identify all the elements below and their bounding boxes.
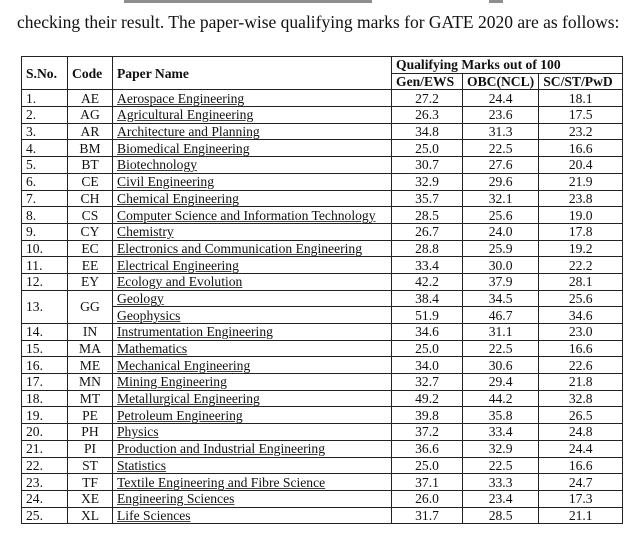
cell-paper-name	[113, 424, 392, 441]
cell-gen-ews: 33.4	[392, 257, 463, 274]
cell-sno: 18.	[22, 390, 68, 407]
cell-sc-st-pwd: 26.5	[539, 407, 623, 424]
cell-sc-st-pwd: 24.7	[539, 474, 623, 491]
cell-code: EC	[68, 240, 113, 257]
cell-gen-ews: 32.9	[392, 173, 463, 190]
paper-name-text: Production and Industrial Engineering	[117, 441, 326, 457]
cell-gen-ews: 25.0	[392, 340, 463, 357]
cell-paper-name	[113, 90, 392, 107]
paper-name-text: Biomedical Engineering	[117, 140, 250, 156]
cell-sno: 8.	[22, 207, 68, 224]
cell-paper-name	[113, 123, 392, 140]
cell-sno: 7.	[22, 190, 68, 207]
cell-code: CS	[68, 207, 113, 224]
cell-code: GG	[68, 290, 113, 323]
cell-code: CH	[68, 190, 113, 207]
cell-sc-st-pwd: 22.2	[539, 257, 623, 274]
cell-paper-name	[113, 474, 392, 491]
table-row	[22, 123, 623, 140]
cell-obc-ncl: 46.7	[463, 307, 539, 324]
cell-paper-name	[113, 107, 392, 124]
cell-obc-ncl: 29.4	[463, 374, 539, 391]
cell-paper-name	[113, 374, 392, 391]
cell-code: MN	[68, 374, 113, 391]
cell-gen-ews: 32.7	[392, 374, 463, 391]
cell-sno: 24.	[22, 490, 68, 507]
cell-sno: 11.	[22, 257, 68, 274]
cell-gen-ews: 25.0	[392, 457, 463, 474]
cell-sno: 23.	[22, 474, 68, 491]
paper-name-text: Ecology and Evolution	[117, 274, 243, 290]
cell-code: PE	[68, 407, 113, 424]
table-row	[22, 307, 623, 324]
table-body	[22, 90, 623, 524]
cell-paper-name	[113, 223, 392, 240]
cell-gen-ews: 25.0	[392, 140, 463, 157]
paper-name-text: Physics	[117, 424, 159, 440]
paper-name-text: Computer Science and Information Technology	[117, 207, 376, 223]
table-row	[22, 340, 623, 357]
cell-paper-name	[113, 173, 392, 190]
cell-paper-name	[113, 440, 392, 457]
paper-name-text: Mining Engineering	[117, 374, 227, 390]
cell-code: AE	[68, 90, 113, 107]
cell-code: CY	[68, 223, 113, 240]
cell-gen-ews: 34.0	[392, 357, 463, 374]
cell-sno: 17.	[22, 374, 68, 391]
table-row	[22, 290, 623, 307]
cell-obc-ncl: 22.5	[463, 457, 539, 474]
cell-obc-ncl: 25.9	[463, 240, 539, 257]
cell-gen-ews: 39.8	[392, 407, 463, 424]
cell-obc-ncl: 34.5	[463, 290, 539, 307]
cell-sno: 21.	[22, 440, 68, 457]
cell-code: ST	[68, 457, 113, 474]
paper-name-text: Chemical Engineering	[117, 190, 239, 206]
cell-obc-ncl: 32.9	[463, 440, 539, 457]
cell-paper-name	[113, 307, 392, 324]
header-qualifying-marks: Qualifying Marks out of 100	[392, 57, 623, 74]
cell-code: XE	[68, 490, 113, 507]
cell-code: PH	[68, 424, 113, 441]
paper-name-text: Chemistry	[117, 224, 174, 240]
cell-paper-name	[113, 290, 392, 307]
cell-gen-ews: 38.4	[392, 290, 463, 307]
table-row	[22, 257, 623, 274]
cell-sc-st-pwd: 21.8	[539, 374, 623, 391]
header-code: Code	[68, 57, 113, 90]
paper-name-text: Instrumentation Engineering	[117, 324, 273, 340]
cell-paper-name	[113, 407, 392, 424]
cell-obc-ncl: 24.4	[463, 90, 539, 107]
table-row	[22, 107, 623, 124]
cell-obc-ncl: 22.5	[463, 140, 539, 157]
cell-sc-st-pwd: 25.6	[539, 290, 623, 307]
cell-obc-ncl: 33.4	[463, 424, 539, 441]
intro-paragraph: checking their result. The paper-wise qualifying marks for GATE 2020 are as follows:	[17, 12, 620, 32]
cell-gen-ews: 49.2	[392, 390, 463, 407]
paper-name-text: Petroleum Engineering	[117, 407, 243, 423]
table-row	[22, 357, 623, 374]
cell-sno: 6.	[22, 173, 68, 190]
table-row	[22, 273, 623, 290]
cell-gen-ews: 26.3	[392, 107, 463, 124]
cell-sno: 12.	[22, 273, 68, 290]
table-row	[22, 90, 623, 107]
table-row	[22, 324, 623, 341]
cell-sc-st-pwd: 18.1	[539, 90, 623, 107]
cell-sc-st-pwd: 16.6	[539, 140, 623, 157]
paper-name-text: Statistics	[117, 457, 167, 473]
table-row	[22, 157, 623, 174]
header-gen-ews: Gen/EWS	[392, 73, 463, 90]
cell-obc-ncl: 23.4	[463, 490, 539, 507]
table-row	[22, 374, 623, 391]
cell-sc-st-pwd: 23.0	[539, 324, 623, 341]
cell-paper-name	[113, 207, 392, 224]
paper-name-text: Geophysics	[117, 307, 181, 323]
table-row	[22, 407, 623, 424]
cell-sno: 9.	[22, 223, 68, 240]
paper-name-text: Metallurgical Engineering	[117, 391, 260, 407]
cell-obc-ncl: 28.5	[463, 507, 539, 524]
cell-sc-st-pwd: 24.8	[539, 424, 623, 441]
cell-paper-name	[113, 340, 392, 357]
cell-sc-st-pwd: 22.6	[539, 357, 623, 374]
cell-sno: 10.	[22, 240, 68, 257]
table-row	[22, 223, 623, 240]
table-row	[22, 390, 623, 407]
cell-sno: 3.	[22, 123, 68, 140]
header-obc-ncl: OBC(NCL)	[463, 73, 539, 90]
cell-code: XL	[68, 507, 113, 524]
paper-name-text: Architecture and Planning	[117, 124, 260, 140]
cell-paper-name	[113, 357, 392, 374]
cell-sno: 13.	[22, 290, 68, 323]
cell-paper-name	[113, 240, 392, 257]
table-row	[22, 457, 623, 474]
table-row	[22, 490, 623, 507]
cell-paper-name	[113, 457, 392, 474]
cell-sc-st-pwd: 21.1	[539, 507, 623, 524]
paper-name-text: Biotechnology	[117, 157, 198, 173]
cell-gen-ews: 37.1	[392, 474, 463, 491]
cell-sc-st-pwd: 20.4	[539, 157, 623, 174]
cell-sc-st-pwd: 28.1	[539, 273, 623, 290]
cell-gen-ews: 31.7	[392, 507, 463, 524]
cell-obc-ncl: 31.1	[463, 324, 539, 341]
cell-sno: 4.	[22, 140, 68, 157]
cell-gen-ews: 51.9	[392, 307, 463, 324]
cell-code: AG	[68, 107, 113, 124]
paper-name-text: Textile Engineering and Fibre Science	[117, 474, 326, 490]
cell-sc-st-pwd: 17.5	[539, 107, 623, 124]
cell-code: MA	[68, 340, 113, 357]
cell-obc-ncl: 33.3	[463, 474, 539, 491]
cell-sc-st-pwd: 24.4	[539, 440, 623, 457]
table-row	[22, 440, 623, 457]
cell-sc-st-pwd: 34.6	[539, 307, 623, 324]
cell-paper-name	[113, 190, 392, 207]
paper-name-text: Electronics and Communication Engineering	[117, 240, 362, 256]
cell-sno: 2.	[22, 107, 68, 124]
cell-sc-st-pwd: 32.8	[539, 390, 623, 407]
cell-obc-ncl: 22.5	[463, 340, 539, 357]
cell-code: PI	[68, 440, 113, 457]
cell-gen-ews: 36.6	[392, 440, 463, 457]
cell-paper-name	[113, 273, 392, 290]
cell-paper-name	[113, 390, 392, 407]
cell-sc-st-pwd: 19.0	[539, 207, 623, 224]
table-row	[22, 173, 623, 190]
cell-sc-st-pwd: 23.8	[539, 190, 623, 207]
cell-gen-ews: 34.8	[392, 123, 463, 140]
cell-gen-ews: 28.8	[392, 240, 463, 257]
cell-sc-st-pwd: 17.3	[539, 490, 623, 507]
cell-paper-name	[113, 140, 392, 157]
cell-code: IN	[68, 324, 113, 341]
cell-obc-ncl: 24.0	[463, 223, 539, 240]
table-row	[22, 424, 623, 441]
cell-sno: 1.	[22, 90, 68, 107]
cell-paper-name	[113, 157, 392, 174]
cell-obc-ncl: 30.0	[463, 257, 539, 274]
cell-obc-ncl: 25.6	[463, 207, 539, 224]
cell-obc-ncl: 35.8	[463, 407, 539, 424]
cell-code: ME	[68, 357, 113, 374]
cell-sc-st-pwd: 19.2	[539, 240, 623, 257]
cell-gen-ews: 35.7	[392, 190, 463, 207]
cell-gen-ews: 26.7	[392, 223, 463, 240]
cell-sno: 20.	[22, 424, 68, 441]
cell-paper-name	[113, 257, 392, 274]
cell-code: MT	[68, 390, 113, 407]
paper-name-text: Mechanical Engineering	[117, 357, 251, 373]
cell-obc-ncl: 29.6	[463, 173, 539, 190]
cell-obc-ncl: 32.1	[463, 190, 539, 207]
cell-paper-name	[113, 507, 392, 524]
table-row	[22, 507, 623, 524]
cell-gen-ews: 28.5	[392, 207, 463, 224]
cell-gen-ews: 42.2	[392, 273, 463, 290]
cell-obc-ncl: 31.3	[463, 123, 539, 140]
table-row	[22, 207, 623, 224]
cell-obc-ncl: 27.6	[463, 157, 539, 174]
cell-gen-ews: 26.0	[392, 490, 463, 507]
cell-obc-ncl: 23.6	[463, 107, 539, 124]
cell-code: EE	[68, 257, 113, 274]
cell-code: BT	[68, 157, 113, 174]
paper-name-text: Aerospace Engineering	[117, 90, 245, 106]
cell-sc-st-pwd: 16.6	[539, 340, 623, 357]
cell-obc-ncl: 37.9	[463, 273, 539, 290]
cell-paper-name	[113, 490, 392, 507]
cell-paper-name	[113, 324, 392, 341]
cell-gen-ews: 27.2	[392, 90, 463, 107]
paper-name-text: Life Sciences	[117, 507, 191, 523]
paper-name-text: Geology	[117, 290, 164, 306]
table-row	[22, 140, 623, 157]
paper-name-text: Civil Engineering	[117, 174, 215, 190]
cell-sno: 14.	[22, 324, 68, 341]
top-divider-line	[124, 0, 372, 3]
cell-sno: 15.	[22, 340, 68, 357]
cell-obc-ncl: 44.2	[463, 390, 539, 407]
header-sno: S.No.	[22, 57, 68, 90]
header-paper-name: Paper Name	[113, 57, 392, 90]
top-divider-line	[489, 0, 503, 3]
header-sc-st-pwd: SC/ST/PwD	[539, 73, 623, 90]
cell-sno: 16.	[22, 357, 68, 374]
cell-sc-st-pwd: 17.8	[539, 223, 623, 240]
cell-gen-ews: 37.2	[392, 424, 463, 441]
table-row	[22, 190, 623, 207]
cell-sno: 5.	[22, 157, 68, 174]
paper-name-text: Agricultural Engineering	[117, 107, 254, 123]
cell-code: TF	[68, 474, 113, 491]
cell-code: AR	[68, 123, 113, 140]
cell-sno: 25.	[22, 507, 68, 524]
cell-gen-ews: 30.7	[392, 157, 463, 174]
qualifying-marks-table	[21, 56, 623, 524]
cell-sc-st-pwd: 16.6	[539, 457, 623, 474]
cell-code: EY	[68, 273, 113, 290]
cell-sno: 22.	[22, 457, 68, 474]
cell-gen-ews: 34.6	[392, 324, 463, 341]
table-row	[22, 474, 623, 491]
cell-sc-st-pwd: 21.9	[539, 173, 623, 190]
cell-code: BM	[68, 140, 113, 157]
cell-code: CE	[68, 173, 113, 190]
cell-sno: 19.	[22, 407, 68, 424]
paper-name-text: Electrical Engineering	[117, 257, 239, 273]
paper-name-text: Mathematics	[117, 341, 188, 357]
cell-sc-st-pwd: 23.2	[539, 123, 623, 140]
table-header-row	[22, 57, 623, 74]
cell-obc-ncl: 30.6	[463, 357, 539, 374]
paper-name-text: Engineering Sciences	[117, 491, 235, 507]
table-row	[22, 240, 623, 257]
